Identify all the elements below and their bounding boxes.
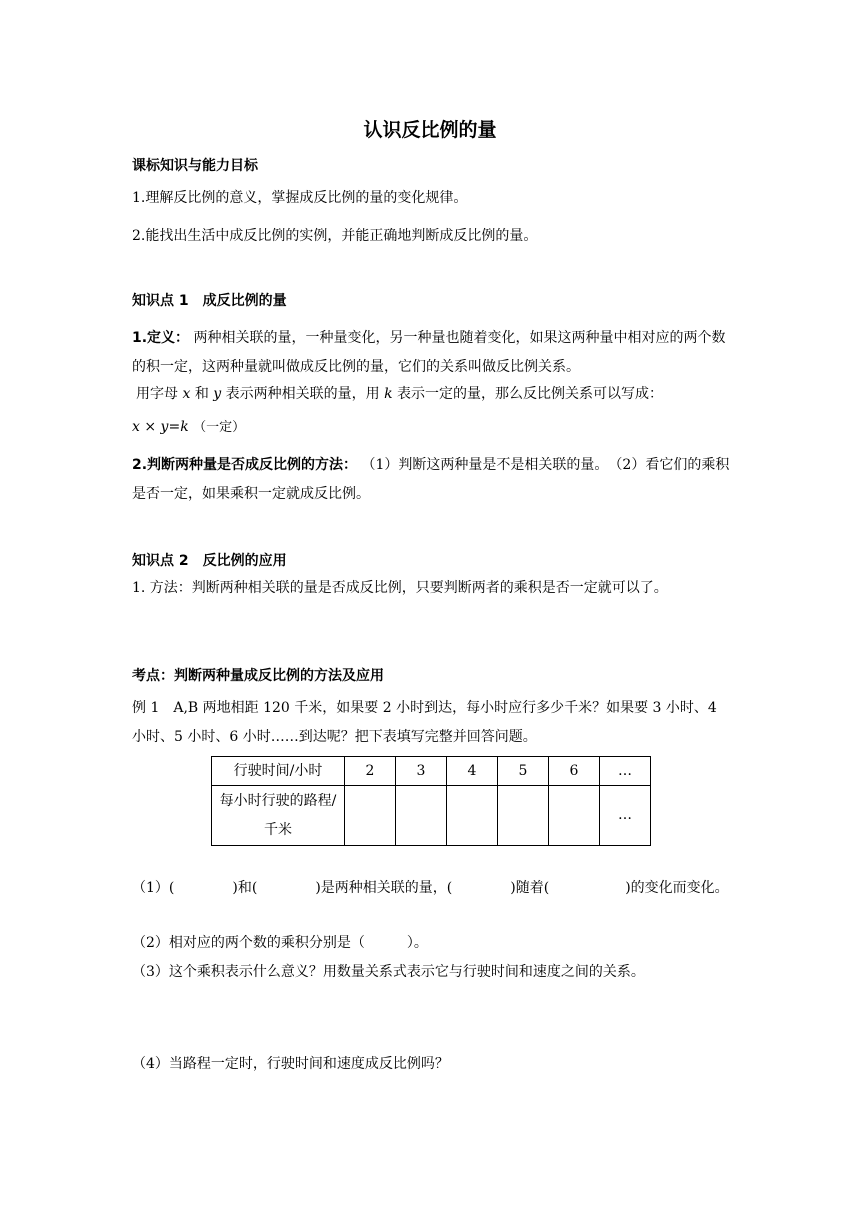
notation-text-1: 用字母 (136, 386, 178, 402)
formula-times: × (144, 419, 157, 435)
q1-text-5: )的变化而变化。 (625, 880, 729, 896)
goal-item-2: 2.能找出生活中成反比例的实例，并能正确地判断成反比例的量。 (132, 228, 538, 244)
formula-note: （一定） (193, 420, 246, 435)
speed-cell: … (600, 786, 651, 846)
q1-text-4: )随着( (510, 880, 550, 896)
method-label: 2.判断两种量是否成反比例的方法： (132, 457, 358, 473)
notation-text-2: 和 (194, 386, 209, 402)
letter-notation-line (136, 384, 663, 405)
table-row (212, 786, 651, 846)
method-text: （1）判断这两种量是不是相关联的量。 （2）看它们的乘积是否一定，如果乘积一定就成反比例。 (132, 457, 730, 502)
variable-k: k (384, 386, 393, 402)
time-cell: 5 (498, 757, 549, 786)
time-cell: 6 (549, 757, 600, 786)
time-cell: 3 (396, 757, 447, 786)
question-2: （2）相对应的两个数的乘积分别是（ ）。 (132, 935, 428, 951)
exam-heading: 考点：判断两种量成反比例的方法及应用 (132, 668, 384, 684)
kp2-item-1: 1. 方法：判断两种相关联的量是否成反比例，只要判断两者的乘积是否一定就可以了。 (132, 580, 668, 596)
speed-cell[interactable] (447, 786, 498, 846)
speed-cell[interactable] (396, 786, 447, 846)
kp1-heading: 知识点 1 成反比例的量 (132, 293, 287, 309)
kp2-heading: 知识点 2 反比例的应用 (132, 553, 287, 569)
definition-text: 两种相关联的量，一种量变化，另一种量也随着变化，如果这两种量中相对应的两个数的积一定，这两种量就叫做成反比例的量，它们的关系叫做反比例关系。 (132, 330, 726, 375)
question-4: （4）当路程一定时，行驶时间和速度成反比例吗？ (132, 1056, 449, 1072)
speed-cell[interactable] (345, 786, 396, 846)
question-3: （3）这个乘积表示什么意义？用数量关系式表示它与行驶时间和速度之间的关系。 (132, 964, 645, 980)
kp1-method (132, 451, 732, 509)
notation-text-4: 表示一定的量，那么反比例关系可以写成： (397, 386, 664, 402)
goal-item-1: 1.理解反比例的意义，掌握成反比例的量的变化规律。 (132, 190, 468, 206)
speed-time-table (211, 756, 651, 846)
formula-y: y (160, 419, 169, 435)
table-row (212, 757, 651, 786)
formula-k: k (180, 419, 189, 435)
question-1 (132, 874, 732, 903)
example-1: 例 1 A,B 两地相距 120 千米，如果要 2 小时到达，每小时应行多少千米？如果要 3 小时、4 小时、5 小时、6 小时……到达呢？把下表填写完整并回答问题。 (132, 700, 717, 745)
speed-cell[interactable] (498, 786, 549, 846)
q1-text-3: )是两种相关联的量，( (315, 880, 453, 896)
speed-cell[interactable] (549, 786, 600, 846)
time-cell: 4 (447, 757, 498, 786)
notation-text-3: 表示两种相关联的量，用 (225, 386, 380, 402)
definition-label: 1.定义： (132, 330, 190, 346)
time-cell: … (600, 757, 651, 786)
time-cell: 2 (345, 757, 396, 786)
inverse-formula (132, 417, 245, 438)
q1-text-1: （1）( (132, 880, 175, 896)
variable-y: y (213, 386, 222, 402)
formula-x: x (132, 419, 140, 435)
kp1-definition (132, 324, 732, 382)
row-header-time: 行驶时间/小时 (212, 757, 345, 786)
formula-equals: = (168, 419, 181, 435)
goals-heading: 课标知识与能力目标 (132, 158, 258, 174)
row-header-speed: 每小时行驶的路程/千米 (212, 786, 345, 846)
q1-text-2: )和( (232, 880, 258, 896)
page-title: 认识反比例的量 (363, 119, 497, 141)
variable-x: x (182, 386, 191, 402)
